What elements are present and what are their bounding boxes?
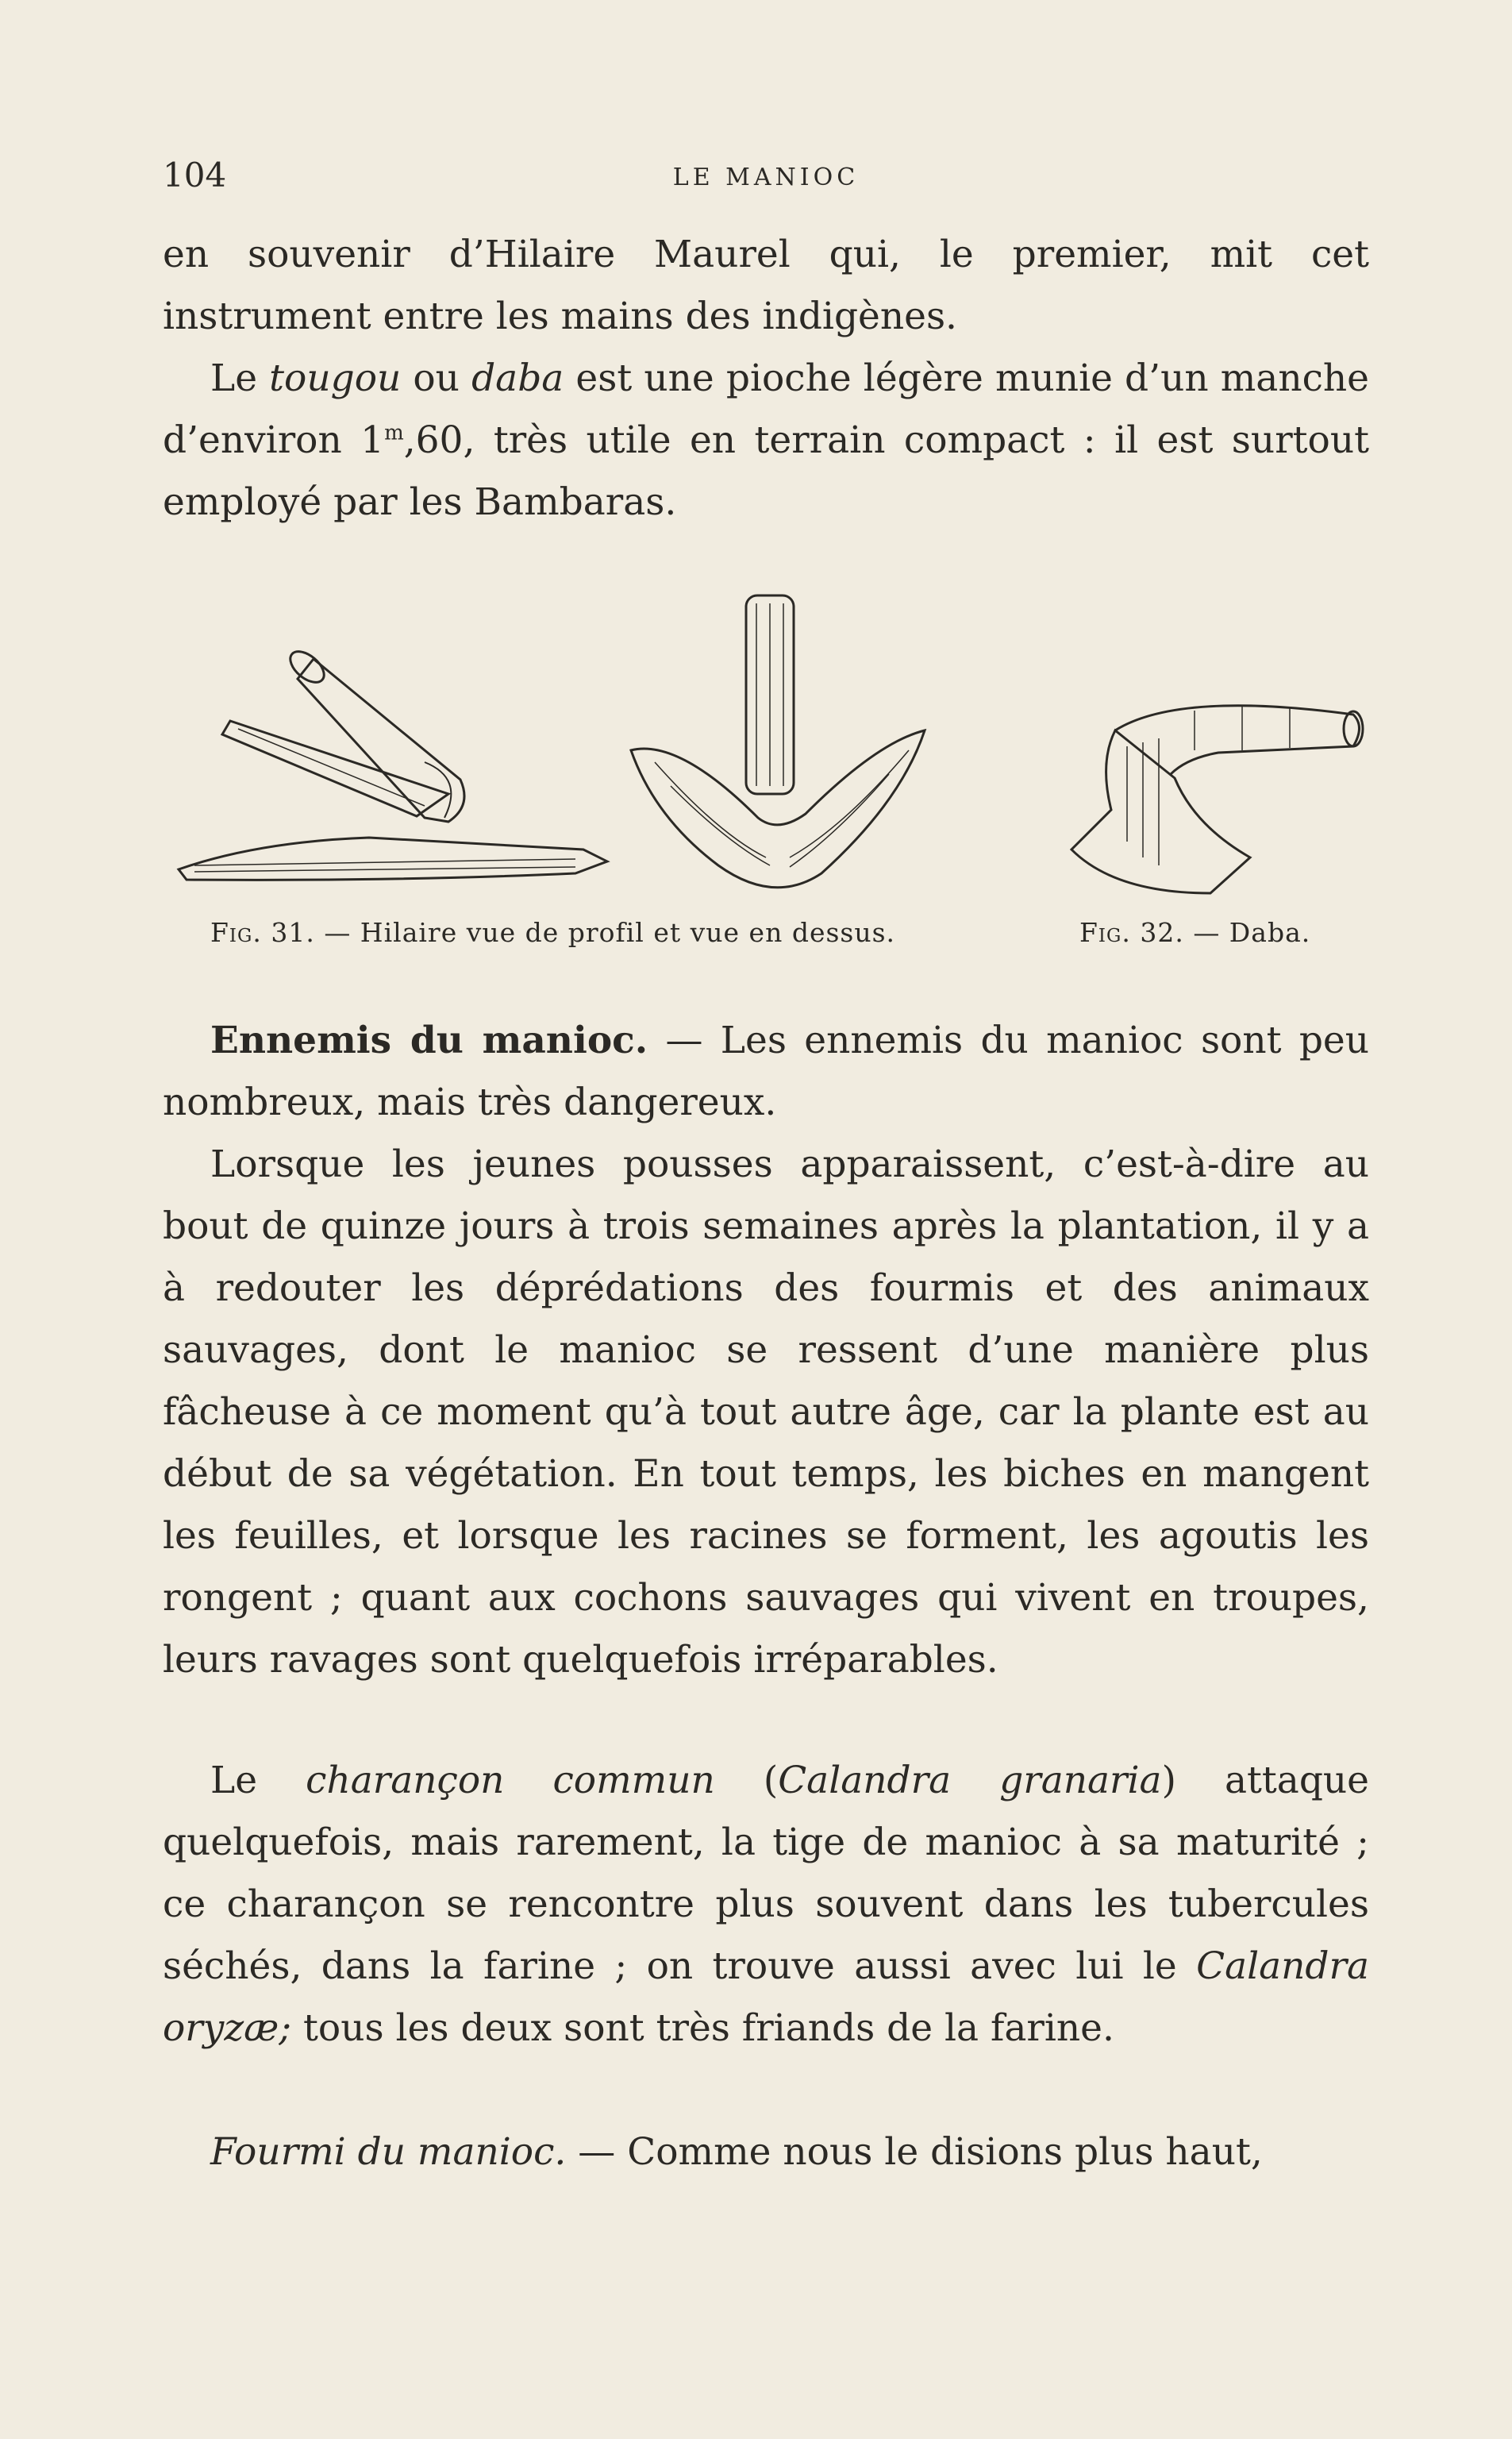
figure-32-caption: Fig. 32. — Daba. bbox=[1079, 917, 1311, 948]
paragraph-ennemis: Ennemis du manioc. — Les ennemis du manioc sont peu nombreux, mais très dangereux. bbox=[163, 1019, 1369, 1124]
term-tougou: tougou bbox=[269, 356, 402, 400]
hilaire-profile-illustration bbox=[179, 645, 607, 880]
section-heading-fourmi: Fourmi du manioc. bbox=[210, 2130, 567, 2174]
daba-illustration bbox=[1071, 706, 1363, 893]
page-number: 104 bbox=[163, 156, 227, 195]
term-calandra-oryzae: Calandra oryzæ; bbox=[163, 1944, 1369, 2050]
paragraph-hilaire-end: en souvenir d’Hilaire Maurel qui, le premier, mit cet instrument entre les mains des indigènes. bbox=[163, 233, 1369, 338]
paragraph-jeunes-pousses: Lorsque les jeunes pousses apparaissent, c’est-à-dire au bout de quinze jours à trois semaines après la plantation, il y a à redouter les déprédations des fourmis et des animaux sauvages, dont le manioc se ressent d’une manière plus fâcheuse à ce moment qu’à tout autre âge, car la plante est au début de sa végétation. En tout temps, les biches en mangent les feuilles, et lorsque les racines se forment, les agoutis les rongent ; quant aux cochons sauvages qui vivent en troupes, leurs ravages sont quelquefois irréparables. bbox=[163, 1142, 1369, 1682]
tool-illustrations bbox=[163, 580, 1369, 913]
section-heading-ennemis: Ennemis du manioc. bbox=[210, 1019, 648, 1062]
paragraph-tougou: Le tougou ou daba est une pioche légère munie d’un manche d’environ 1$^m$,60, très utile en terrain compact : il est surtout employé par les Bambaras. bbox=[163, 356, 1369, 524]
paragraph-charancon: Le charançon commun (Calandra granaria) attaque quelquefois, mais rarement, la tige de manioc à sa maturité ; ce charançon se rencontre plus souvent dans les tubercules séchés, dans la farine ; on trouve aussi avec lui le Calandra oryzæ; tous les deux sont très friands de la farine. bbox=[163, 1759, 1369, 2050]
term-calandra-granaria: Calandra granaria bbox=[778, 1759, 1162, 1802]
figures-block bbox=[163, 580, 1369, 961]
figure-31-caption: Fig. 31. — Hilaire vue de profil et vue en dessus. bbox=[210, 917, 896, 948]
running-title: LE MANIOC bbox=[672, 164, 860, 191]
paragraph-fourmi: Fourmi du manioc. — Comme nous le disions plus haut, bbox=[210, 2130, 1263, 2174]
hilaire-top-illustration bbox=[631, 595, 925, 888]
term-daba: daba bbox=[471, 356, 564, 400]
page-header bbox=[163, 156, 1369, 203]
term-charancon-commun: charançon commun bbox=[306, 1759, 715, 1802]
